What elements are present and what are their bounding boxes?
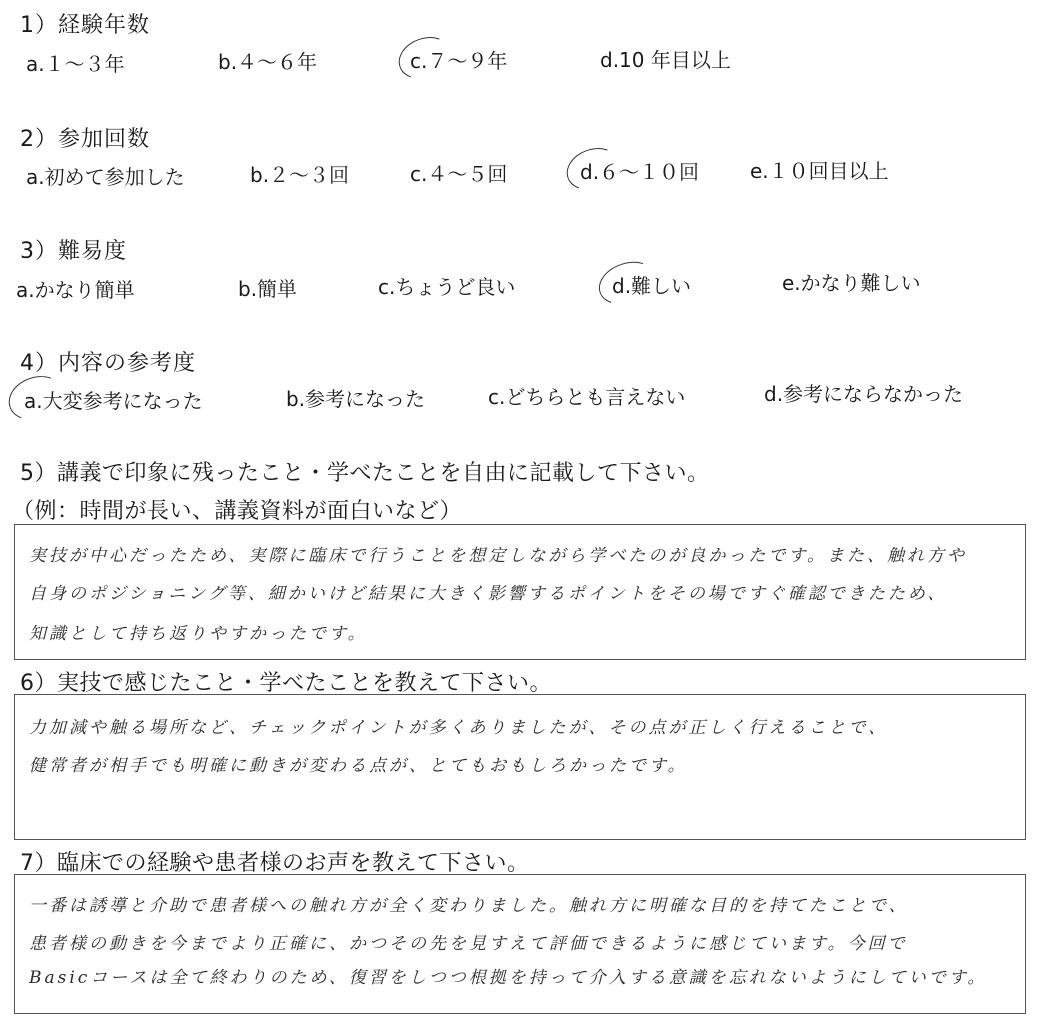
q5-example: （例：時間が長い、講義資料が面白いなど） [12,499,463,524]
selection-circle-mark [593,254,661,311]
q3-option-c[interactable]: c.ちょうど良い [378,275,516,299]
q3-option-a[interactable]: a.かなり簡単 [16,278,135,302]
q3-option-b[interactable]: b.簡単 [238,277,298,301]
q4-option-d[interactable]: d.参考にならなかった [764,382,964,406]
q7-title: 7）臨床での経験や患者様のお声を教えて下さい。 [20,851,530,876]
q6-answer-box[interactable] [14,694,1026,840]
q5-answer-line: 知識として持ち返りやすかったです。 [29,624,368,644]
q4-option-b[interactable]: b.参考になった [286,387,426,411]
q6-title: 6）実技で感じたこと・学べたことを教えて下さい。 [20,671,552,696]
q1-option-d[interactable]: d.10 年目以上 [600,48,731,72]
q6-answer-line: 健常者が相手でも明確に動きが変わる点が、とてもおもしろかったです。 [29,756,688,776]
q7-answer-line: 患者様の動きを今までより正確に、かつその先を見すえて評価できるように感じています。今回で [29,934,908,954]
q1-title: 1）経験年数 [20,13,150,38]
q2-option-e[interactable]: e.１０回目以上 [750,159,889,183]
q2-option-d[interactable]: d.６～１０回 [580,160,700,184]
q2-option-c[interactable]: c.４～５回 [410,162,508,186]
q3-option-e[interactable]: e.かなり難しい [782,271,921,295]
q1-option-a[interactable]: a.１～３年 [26,52,125,76]
q7-answer-line: 一番は誘導と介助で患者様への触れ方が全く変わりました。触れ方に明確な目的を持てたことで、 [29,896,909,916]
q3-option-d[interactable]: d.難しい [612,274,692,298]
q2-option-a[interactable]: a.初めて参加した [26,165,185,189]
q5-answer-line: 実技が中心だったため、実際に臨床で行うことを想定しながら学べたのが良かったです。また、触れ方や [29,546,967,566]
q2-title: 2）参加回数 [20,127,150,152]
q7-answer-box[interactable] [14,874,1026,1014]
q3-title: 3）難易度 [20,239,127,264]
q1-option-b[interactable]: b.４～６年 [218,50,318,74]
selection-circle-mark [393,30,457,86]
q5-answer-box[interactable] [14,524,1026,660]
q5-answer-line: 自身のポジショニング等、細かいけど結果に大きく影響するポイントをその場ですぐ確認できたため、 [29,584,948,604]
q2-option-b[interactable]: b.２～３回 [250,163,350,187]
q7-answer-line: Basicコースは全て終わりのため、復習をしつつ根拠を持って介入する意識を忘れないようにしていです。 [29,968,988,988]
q4-option-a[interactable]: a.大変参考になった [24,389,203,413]
q4-option-c[interactable]: c.どちらとも言えない [488,385,686,409]
q1-option-c[interactable]: c.７～９年 [410,49,508,73]
selection-circle-mark [561,141,625,197]
q4-title: 4）内容の参考度 [20,351,196,376]
q5-title: 5）講義で印象に残ったこと・学べたことを自由に記載して下さい。 [20,461,710,486]
selection-circle-mark [3,369,70,428]
q6-answer-line: 力加減や触る場所など、チェックポイントが多くありましたが、その点が正しく行えることで、 [29,718,889,738]
